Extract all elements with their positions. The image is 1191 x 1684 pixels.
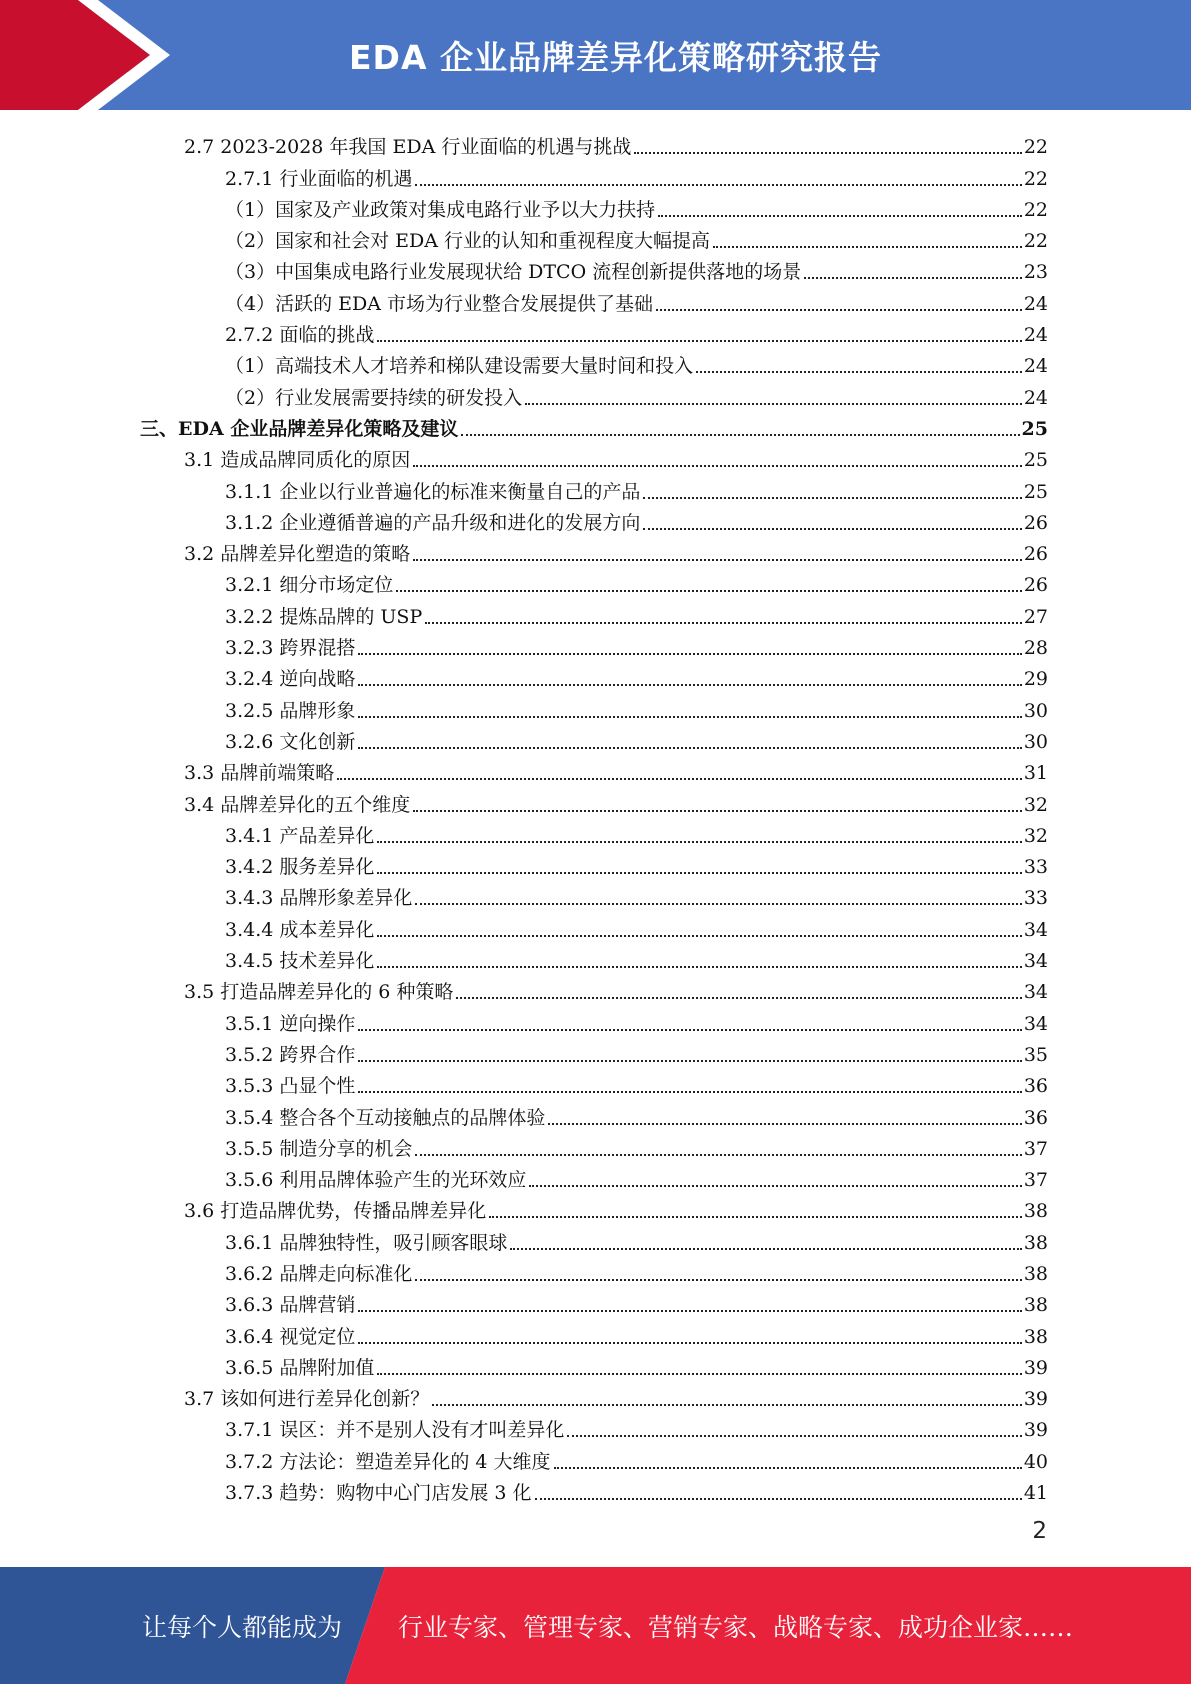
toc-leader-dots	[696, 370, 1022, 373]
toc-entry[interactable]	[140, 410, 1048, 441]
toc-leader-dots	[337, 777, 1022, 780]
toc-entry[interactable]	[140, 1349, 1048, 1380]
toc-entry[interactable]	[140, 1255, 1048, 1286]
toc-leader-dots	[425, 621, 1022, 624]
page-footer	[0, 1567, 1191, 1684]
toc-entry-title: （1）国家及产业政策对集成电路行业予以大力扶持	[225, 198, 656, 221]
toc-entry-title: 3.5.3 凸显个性	[225, 1075, 356, 1098]
toc-entry[interactable]	[140, 535, 1048, 566]
toc-entry[interactable]	[140, 1474, 1048, 1505]
toc-leader-dots	[358, 746, 1021, 749]
toc-entry-page: 22	[1023, 198, 1048, 221]
toc-entry-title: 3.5.1 逆向操作	[225, 1012, 356, 1035]
toc-entry[interactable]	[140, 347, 1048, 378]
toc-leader-dots	[529, 1184, 1021, 1187]
toc-leader-dots	[377, 965, 1021, 968]
report-title: EDA 企业品牌差异化策略研究报告	[349, 37, 882, 77]
toc-entry-title: 3.2.1 细分市场定位	[225, 574, 394, 597]
toc-entry-title: 3.4 品牌差异化的五个维度	[184, 793, 411, 816]
toc-entry-title: 3.2.2 提炼品牌的 USP	[225, 605, 423, 628]
toc-entry-page: 34	[1023, 981, 1048, 1004]
toc-entry[interactable]	[140, 817, 1048, 848]
toc-entry[interactable]	[140, 222, 1048, 253]
toc-entry-page: 26	[1023, 543, 1048, 566]
toc-entry-title: 3.6.2 品牌走向标准化	[225, 1262, 413, 1285]
toc-entry[interactable]	[140, 597, 1048, 628]
toc-entry-title: 2.7.2 面临的挑战	[225, 324, 375, 347]
toc-entry-page: 23	[1023, 261, 1048, 284]
toc-entry-page: 38	[1023, 1294, 1048, 1317]
toc-entry[interactable]	[140, 253, 1048, 284]
toc-leader-dots	[643, 527, 1021, 530]
toc-leader-dots	[358, 683, 1021, 686]
toc-entry-page: 25	[1023, 480, 1048, 503]
toc-entry[interactable]	[140, 1004, 1048, 1035]
toc-entry[interactable]	[140, 1036, 1048, 1067]
toc-entry-title: 3.7 该如何进行差异化创新？	[184, 1388, 430, 1411]
toc-entry[interactable]	[140, 1442, 1048, 1473]
toc-entry-title: 3.3 品牌前端策略	[184, 762, 335, 785]
toc-entry-page: 26	[1023, 511, 1048, 534]
toc-entry-page: 24	[1023, 386, 1048, 409]
toc-entry-title: 3.2.6 文化创新	[225, 730, 356, 753]
toc-leader-dots	[554, 1466, 1022, 1469]
toc-entry[interactable]	[140, 441, 1048, 472]
toc-entry-page: 38	[1023, 1231, 1048, 1254]
toc-entry[interactable]	[140, 942, 1048, 973]
toc-leader-dots	[548, 1122, 1021, 1125]
footer-slogan-right: 行业专家、管理专家、营销专家、战略专家、成功企业家……	[398, 1612, 1074, 1642]
toc-entry[interactable]	[140, 973, 1048, 1004]
toc-entry-title: 3.4.4 成本差异化	[225, 918, 375, 941]
toc-entry[interactable]	[140, 754, 1048, 785]
toc-leader-dots	[656, 308, 1022, 311]
toc-entry[interactable]	[140, 691, 1048, 722]
toc-entry-page: 39	[1023, 1356, 1048, 1379]
toc-entry[interactable]	[140, 723, 1048, 754]
toc-entry-page: 31	[1023, 762, 1048, 785]
toc-entry[interactable]	[140, 660, 1048, 691]
toc-entry-title: 3.4.3 品牌形象差异化	[225, 887, 413, 910]
toc-entry-page: 39	[1023, 1388, 1048, 1411]
toc-entry-page: 32	[1023, 793, 1048, 816]
toc-entry-title: 3.4.2 服务差异化	[225, 856, 375, 879]
toc-entry-page: 41	[1023, 1482, 1048, 1505]
toc-leader-dots	[634, 151, 1021, 154]
toc-entry[interactable]	[140, 1130, 1048, 1161]
toc-entry-page: 27	[1023, 605, 1048, 628]
toc-entry-page: 32	[1023, 824, 1048, 847]
toc-entry[interactable]	[140, 879, 1048, 910]
toc-leader-dots	[358, 1309, 1021, 1312]
toc-entry-title: 3.6.3 品牌营销	[225, 1294, 356, 1317]
toc-leader-dots	[358, 652, 1021, 655]
toc-entry-page: 36	[1023, 1106, 1048, 1129]
toc-entry-title: 3.5 打造品牌差异化的 6 种策略	[184, 981, 454, 1004]
toc-leader-dots	[358, 1341, 1021, 1344]
toc-entry-page: 29	[1023, 668, 1048, 691]
toc-entry-title: 3.4.5 技术差异化	[225, 950, 375, 973]
toc-entry-title: 3.6.5 品牌附加值	[225, 1356, 375, 1379]
toc-entry[interactable]	[140, 1380, 1048, 1411]
toc-entry-page: 34	[1023, 1012, 1048, 1035]
toc-entry-page: 39	[1023, 1419, 1048, 1442]
toc-entry-page: 30	[1023, 730, 1048, 753]
toc-entry-title: 3.6.4 视觉定位	[225, 1325, 356, 1348]
toc-entry[interactable]	[140, 566, 1048, 597]
toc-leader-dots	[415, 902, 1021, 905]
footer-slogan-left: 让每个人都能成为	[142, 1612, 343, 1642]
toc-entry[interactable]	[140, 1286, 1048, 1317]
toc-leader-dots	[358, 1028, 1021, 1031]
toc-entry-page: 36	[1023, 1075, 1048, 1098]
toc-entry-page: 37	[1023, 1137, 1048, 1160]
toc-entry-page: 22	[1023, 230, 1048, 253]
toc-leader-dots	[377, 1372, 1021, 1375]
toc-leader-dots	[432, 1403, 1022, 1406]
toc-entry-page: 28	[1023, 637, 1048, 660]
toc-entry-title: 三、EDA 企业品牌差异化策略及建议	[140, 417, 459, 440]
toc-entry-title: 3.7.3 趋势：购物中心门店发展 3 化	[225, 1482, 532, 1505]
toc-leader-dots	[461, 433, 1019, 436]
toc-leader-dots	[804, 276, 1022, 279]
toc-leader-dots	[358, 715, 1021, 718]
toc-entry-title: 3.5.6 利用品牌体验产生的光环效应	[225, 1169, 527, 1192]
toc-entry[interactable]	[140, 1067, 1048, 1098]
toc-entry[interactable]	[140, 629, 1048, 660]
toc-entry-title: 2.7.1 行业面临的机遇	[225, 167, 413, 190]
toc-entry-title: （4）活跃的 EDA 市场为行业整合发展提供了基础	[225, 292, 653, 315]
toc-entry-title: 3.2.3 跨界混搭	[225, 637, 356, 660]
toc-entry[interactable]	[140, 1411, 1048, 1442]
toc-entry-page: 33	[1023, 856, 1048, 879]
toc-entry-page: 37	[1023, 1169, 1048, 1192]
toc-entry[interactable]	[140, 1223, 1048, 1254]
toc-entry-title: 3.7.2 方法论：塑造差异化的 4 大维度	[225, 1450, 551, 1473]
toc-entry[interactable]	[140, 378, 1048, 409]
toc-leader-dots	[377, 934, 1021, 937]
toc-entry-title: 3.4.1 产品差异化	[225, 824, 375, 847]
toc-entry-title: 3.1.1 企业以行业普遍化的标准来衡量自己的产品	[225, 480, 641, 503]
toc-entry-title: （1）高端技术人才培养和梯队建设需要大量时间和投入	[225, 355, 694, 378]
toc-entry-page: 34	[1023, 950, 1048, 973]
toc-leader-dots	[377, 339, 1021, 342]
toc-leader-dots	[358, 1059, 1021, 1062]
toc-entry[interactable]	[140, 159, 1048, 190]
toc-leader-dots	[377, 871, 1021, 874]
toc-entry-title: 3.2.4 逆向战略	[225, 668, 356, 691]
toc-entry[interactable]	[140, 1161, 1048, 1192]
toc-leader-dots	[413, 558, 1022, 561]
toc-entry-title: 3.2 品牌差异化塑造的策略	[184, 543, 411, 566]
toc-entry-title: 2.7 2023-2028 年我国 EDA 行业面临的机遇与挑战	[184, 136, 632, 159]
toc-entry[interactable]	[140, 504, 1048, 535]
toc-entry[interactable]	[140, 1098, 1048, 1129]
toc-leader-dots	[415, 1153, 1021, 1156]
toc-entry-page: 34	[1023, 918, 1048, 941]
toc-entry-title: 3.5.2 跨界合作	[225, 1043, 356, 1066]
page-number: 2	[1032, 1518, 1047, 1544]
toc-leader-dots	[358, 1090, 1021, 1093]
toc-entry-title: 3.1 造成品牌同质化的原因	[184, 449, 411, 472]
toc-entry-page: 25	[1021, 417, 1048, 440]
toc-entry-page: 25	[1023, 449, 1048, 472]
toc-entry-page: 33	[1023, 887, 1048, 910]
toc-entry-page: 30	[1023, 699, 1048, 722]
toc-entry-page: 22	[1023, 167, 1048, 190]
toc-entry[interactable]	[140, 848, 1048, 879]
toc-leader-dots	[415, 1278, 1021, 1281]
toc-entry-page: 38	[1023, 1325, 1048, 1348]
toc-entry-title: （3）中国集成电路行业发展现状给 DTCO 流程创新提供落地的场景	[225, 261, 802, 284]
toc-leader-dots	[567, 1434, 1021, 1437]
toc-entry-title: 3.7.1 误区：并不是别人没有才叫差异化	[225, 1419, 565, 1442]
toc-entry-title: 3.6 打造品牌优势，传播品牌差异化	[184, 1200, 487, 1223]
toc-leader-dots	[658, 214, 1022, 217]
toc-entry-title: （2）国家和社会对 EDA 行业的认知和重视程度大幅提高	[225, 230, 710, 253]
toc-leader-dots	[510, 1247, 1021, 1250]
toc-entry-page: 40	[1023, 1450, 1048, 1473]
toc-entry[interactable]	[140, 191, 1048, 222]
toc-leader-dots	[415, 183, 1021, 186]
toc-leader-dots	[456, 996, 1021, 999]
toc-entry-title: 3.5.5 制造分享的机会	[225, 1137, 413, 1160]
toc-leader-dots	[535, 1497, 1022, 1500]
toc-leader-dots	[643, 496, 1021, 499]
page-header	[0, 0, 1191, 110]
toc-leader-dots	[396, 589, 1021, 592]
toc-entry-page: 24	[1023, 292, 1048, 315]
toc-leader-dots	[525, 402, 1022, 405]
toc-leader-dots	[489, 1215, 1022, 1218]
toc-entry-title: （2）行业发展需要持续的研发投入	[225, 386, 523, 409]
toc-entry[interactable]	[140, 472, 1048, 503]
toc-entry[interactable]	[140, 910, 1048, 941]
toc-entry-page: 24	[1023, 355, 1048, 378]
table-of-contents	[140, 128, 1048, 1505]
toc-entry[interactable]	[140, 1317, 1048, 1348]
toc-entry[interactable]	[140, 284, 1048, 315]
toc-entry-title: 3.2.5 品牌形象	[225, 699, 356, 722]
toc-entry[interactable]	[140, 1192, 1048, 1223]
toc-entry-page: 26	[1023, 574, 1048, 597]
toc-entry[interactable]	[140, 316, 1048, 347]
toc-entry-page: 22	[1023, 136, 1048, 159]
toc-leader-dots	[377, 840, 1021, 843]
toc-entry-page: 38	[1023, 1200, 1048, 1223]
toc-entry-title: 3.6.1 品牌独特性，吸引顾客眼球	[225, 1231, 508, 1254]
toc-entry-page: 35	[1023, 1043, 1048, 1066]
toc-leader-dots	[413, 464, 1022, 467]
toc-leader-dots	[713, 245, 1022, 248]
toc-entry-page: 24	[1023, 324, 1048, 347]
toc-entry-title: 3.5.4 整合各个互动接触点的品牌体验	[225, 1106, 546, 1129]
toc-entry-page: 38	[1023, 1262, 1048, 1285]
toc-entry[interactable]	[140, 128, 1048, 159]
toc-entry-title: 3.1.2 企业遵循普遍的产品升级和进化的发展方向	[225, 511, 641, 534]
toc-leader-dots	[413, 809, 1022, 812]
toc-entry[interactable]	[140, 785, 1048, 816]
